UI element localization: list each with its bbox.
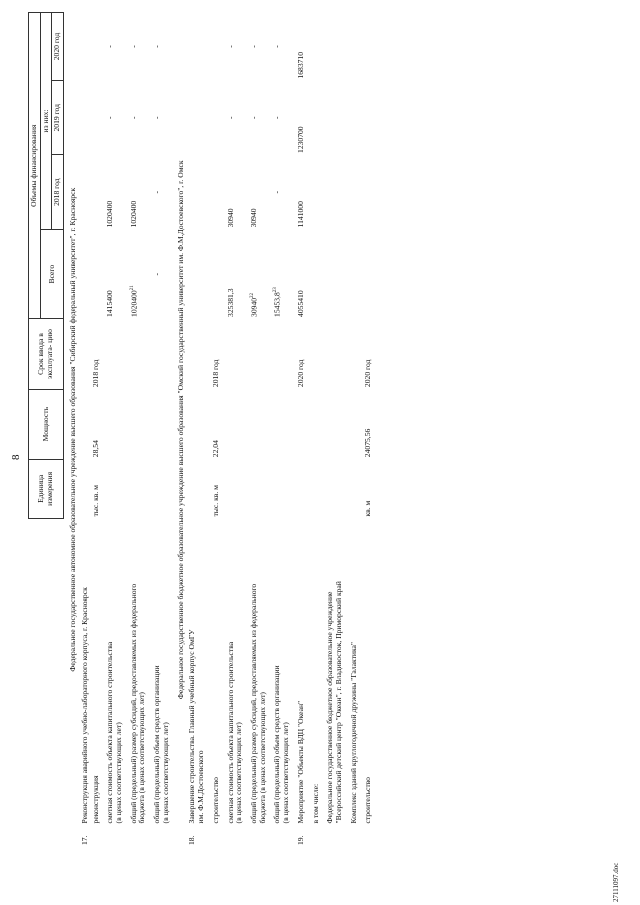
- item-18-subsidy-2018: 30940: [248, 208, 258, 228]
- header-total: Всего: [40, 229, 63, 319]
- item-19-2020: 1683710: [295, 51, 305, 79]
- item-17-unit: тыс. кв. м: [90, 485, 100, 517]
- header-2020: 2020 год: [52, 13, 64, 81]
- item-19-org: Федеральное государственное бюджетное образовательное учреждение "Всероссийский детский центр "Океан", г. Владивосток, Приморский край: [325, 581, 343, 824]
- item-17-number: 17.: [79, 835, 89, 845]
- item-17-own-funds-label: общий (предельный) объем средств организации (в ценах соответствующих лет): [152, 665, 170, 824]
- item-18-year: 2018 год: [210, 359, 220, 388]
- header-2019: 2019 год: [52, 81, 64, 155]
- item-19-number: 19.: [295, 835, 305, 845]
- item-18-number: 18.: [187, 835, 197, 845]
- item-17-subsidy-label: общий (предельный) размер субсидий, предоставляемых из федерального бюджета (в ценах соответствующих лет): [128, 583, 147, 824]
- item-18-subsidy-total: 30940$^{22}$: [249, 292, 259, 317]
- header-capacity: Мощность: [29, 389, 64, 459]
- header-funding: Объемы финансирования: [29, 13, 41, 319]
- item-18-capacity: 22,04: [210, 440, 220, 458]
- item-17-subsidy-total: 1020400$^{21}$: [129, 285, 139, 317]
- item-18-cost-total: 325381,3: [225, 288, 235, 317]
- item-18-cost-label: сметная стоимость объекта капитального строительства (в ценах соответствующих лет): [225, 641, 244, 824]
- org-sfu: Федеральное государственное автономное образовательное учреждение высшего образования "Сибирский федеральный университет", г. Красноярск: [68, 187, 78, 672]
- item-17-subsidy-2018: 1020400: [128, 200, 138, 228]
- item-19-total: 4055410: [295, 290, 305, 317]
- header-unit: Единица измерения: [29, 459, 64, 518]
- item-19-year: 2020 год: [295, 359, 305, 388]
- item-17-cost-total: 1415400: [105, 290, 115, 317]
- item-17-cost-2018: 1020400: [105, 200, 115, 228]
- item-17-year: 2018 год: [90, 359, 100, 388]
- item-17-title: Реконструкция аварийного учебно-лабораторного корпуса, г. Красноярск: [79, 587, 89, 824]
- item-18-type: строительство: [210, 777, 220, 824]
- header-2018: 2018 год: [52, 155, 64, 229]
- funding-table: Единица измерения Мощность Срок ввода в эксплуата- цию Объемы финансирования Всего из них: 2018 год 2019 год 2020 год Федеральное государственное автономное образовательное учреждение высшего образования "Сибирский федеральный университет", г. Красноярск 17. Реконструкция аварийного учебно-лабораторного корпуса, г. Красноярск реконструкция тыс. кв. м 28,54 2018 год сметная стоимость объекта капитального строительства (в ценах соответствующих лет) 1415400 1020400 - - общий (предельный) размер субсидий, предоставляемых из федерального бюджета (в ценах соответствующих лет) 1020400$^{21}$ 1020400 - - общий (предельный) объем средств организации (в ценах соответствующих лет) - - - - Федеральное государственное бюджетное образовательное учреждение высшего образования "Омский государственный университет им. Ф.М.Достоевского", г. Омск 18. Завершение строительства. Главный учебный корпус ОмГУ им. Ф.М.Достоевского строительство тыс. кв. м 22,04 2018 год сметная стоимость объекта капитального строительства (в ценах соответствующих лет) 325381,3 30940 - - общий (предельный) размер субсидий, предоставляемых из федерального бюджета (в ценах соответствующих лет) 30940$^{22}$ 30940 - - общий (предельный) объем средств организации (в ценах соответствующих лет) 15453,8$^{23}$ - - - 19. Мероприятие "Объекты ВДЦ "Океан" 2020 год 4055410 1141000 1230700 1683710 в том числе: Федеральное государственное бюджетное образовательное учреждение "Всероссийский детский центр "Океан", г. Владивосток, Приморский край Комплекс зданий круглогодичной дружины "Галактика" строительство кв. м 24075,56 2020 год: [28, 12, 374, 847]
- header-commissioning: Срок ввода в эксплуата- цию: [29, 319, 64, 389]
- page-number: 8: [10, 454, 22, 460]
- item-19-complex: Комплекс зданий круглогодичной дружины "Галактика": [348, 641, 358, 824]
- item-19-year2: 2020 год: [363, 359, 373, 388]
- item-18-subsidy-label: общий (предельный) размер субсидий, предоставляемых из федерального бюджета (в ценах соответствующих лет): [248, 583, 267, 824]
- item-19-2019: 1230700: [295, 126, 305, 153]
- item-17-type: реконструкция: [90, 775, 100, 824]
- item-17-capacity: 28,54: [90, 440, 100, 458]
- item-19-unit: кв. м: [363, 500, 373, 517]
- header-of-which: из них:: [40, 13, 52, 230]
- item-19-title: Мероприятие "Объекты ВДЦ "Океан": [295, 700, 305, 824]
- item-18-unit: тыс. кв. м: [210, 485, 220, 517]
- item-18-title: Завершение строительства. Главный учебный корпус ОмГУ им. Ф.М.Достоевского: [187, 629, 206, 824]
- item-19-including: в том числе:: [310, 783, 320, 824]
- org-omsu: Федеральное государственное бюджетное образовательное учреждение высшего образования "Омский государственный университет им. Ф.М.Достоевского", г. Омск: [175, 160, 185, 700]
- item-18-own-funds-label: общий (предельный) объем средств организации (в ценах соответствующих лет): [272, 665, 291, 824]
- item-19-type: строительство: [363, 777, 373, 824]
- item-18-cost-2018: 30940: [225, 208, 235, 228]
- item-18-own-funds-total: 15453,8$^{23}$: [272, 287, 282, 317]
- item-19-capacity: 24075,56: [363, 428, 373, 458]
- item-17-cost-label: сметная стоимость объекта капитального строительства (в ценах соответствующих лет): [105, 641, 124, 824]
- footer-code: 27111097.doc: [612, 862, 620, 902]
- item-19-2018: 1141000: [295, 201, 305, 228]
